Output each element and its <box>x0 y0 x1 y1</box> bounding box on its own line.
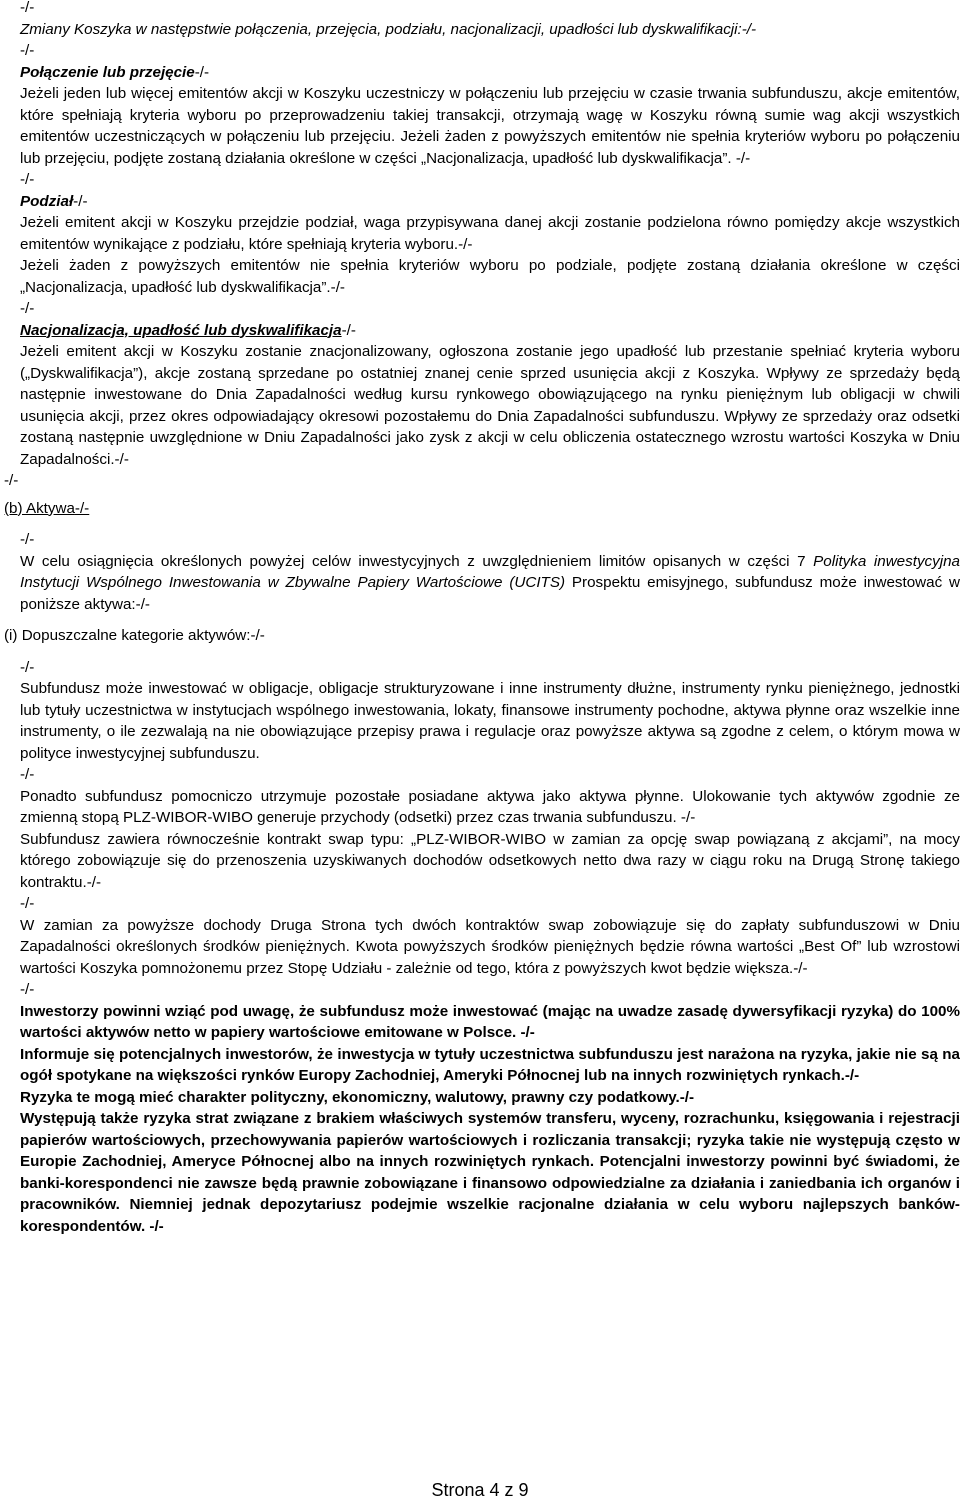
paragraph-bold: Inwestorzy powinni wziąć pod uwagę, że subfundusz może inwestować (mając na uwadze zasadę dywersyfikacji ryzyka) do 100% wartości aktywów netto w papiery wartościowe emitowane w Polsce. -/- <box>20 1002 960 1041</box>
subsection-heading-polaczenie <box>20 62 960 84</box>
separator: -/- <box>20 895 35 912</box>
separator: -/- <box>4 472 19 489</box>
heading-text: (b) Aktywa <box>4 499 75 517</box>
paragraph: Jeżeli emitent akcji w Koszyku przejdzie podział, waga przypisywana danej akcji zostanie podzielona równo pomiędzy akcje wszystkich emitentów wynikające z podziału, które spełniają kryteria wyboru.-/- <box>20 214 960 253</box>
document-body <box>4 0 960 1237</box>
separator: -/- <box>20 981 35 998</box>
separator: -/- <box>20 171 35 188</box>
paragraph: Jeżeli żaden z powyższych emitentów nie spełnia kryteriów wyboru po podziale, podjęte zostaną działania określone w części „Nacjonalizacja, upadłość lub dyskwalifikacja”.-/- <box>20 257 960 296</box>
paragraph: Subfundusz może inwestować w obligacje, obligacje strukturyzowane i inne instrumenty dłużne, instrumenty rynku pieniężnego, jednostki lub tytuły uczestnictwa w instytucjach wspólnego inwestowania, lokaty, finansowe instrumenty pochodne, aktywa płynne oraz wszelkie inne instrumenty, o ile zezwalają na nie obowiązujące przepisy prawa i regulacje oraz powyższe aktywa są zgodne z celem, o którym mowa w polityce inwestycyjnej subfunduszu. <box>20 680 960 762</box>
section-title: Zmiany Koszyka w następstwie połączenia, przejęcia, podziału, nacjonalizacji, upadłości lub dyskwalifikacji:-/- <box>20 20 757 38</box>
separator: -/- <box>20 658 35 676</box>
heading-separator: -/- <box>74 499 90 517</box>
separator: -/- <box>20 300 35 317</box>
subsection-heading-podzial <box>20 191 960 213</box>
paragraph: W celu osiągnięcia określonych powyżej celów inwestycyjnych z uwzględnieniem limitów opisanych w części 7 Polityka inwestycyjna Instytucji Wspólnego Inwestowania w Zbywalne Papiery Wartościowe (UCITS) Prospektu emisyjnego, subfundusz może inwestować w poniższe aktywa:-/- <box>20 552 960 613</box>
paragraph: Jeżeli jeden lub więcej emitentów akcji w Koszyku uczestniczy w połączeniu lub przejęciu w czasie trwania subfunduszu, akcje emitentów, które spełniają kryteria wyboru po przeprowadzeniu takiej transakcji, otrzymają wagę w Koszyku równą sumie wag akcji wszystkich emitentów uczestniczących w połączeniu lub przejęciu. Jeżeli żaden z powyższych emitentów nie spełnia kryteriów wyboru po połączeniu lub przejęciu, podjęte zostaną działania określone w części „Nacjonalizacja, upadłość lub dyskwalifikacja”. -/- <box>20 85 960 167</box>
paragraph: Subfundusz zawiera równocześnie kontrakt swap typu: „PLZ-WIBOR-WIBO w zamian za opcję swap powiązaną z akcjami”, na mocy którego zobowiązuje się do przenoszenia uzyskiwanych dochodów odsetkowych netto dwa razy w ciągu roku na Drugą Stronę takiego kontraktu.-/- <box>20 830 960 891</box>
separator: -/- <box>20 531 35 548</box>
paragraph-bold: Występują także ryzyka strat związane z brakiem właściwych systemów transferu, wyceny, rozrachunku, księgowania i rejestracji papierów wartościowych, przechowywania papierów wartościowych i rozliczania transakcji; ryzyka takie nie występują często w Europie Zachodniej, Ameryce Północnej albo na innych rozwiniętych rynkach. Potencjalni inwestorzy powinni być świadomi, że banki-korespondenci nie zawsze będą prawnie zobowiązane i finansowo odpowiedzialne za działania i zaniedbania ich organów i pracowników. Niemniej jednak depozytariusz podejmie wszelkie racjonalne działania w celu wyboru najlepszych banków-korespondentów. -/- <box>20 1110 960 1235</box>
subsection-heading-nacjonalizacja <box>20 320 960 342</box>
subsection-heading-aktywa <box>4 498 944 520</box>
heading-separator: -/- <box>73 192 88 210</box>
heading-text: Nacjonalizacja, upadłość lub dyskwalifikacja <box>20 321 342 339</box>
heading-text: Połączenie lub przejęcie <box>20 63 195 81</box>
separator: -/- <box>20 766 35 783</box>
paragraph-bold: Ryzyka te mogą mieć charakter polityczny, ekonomiczny, walutowy, prawny czy podatkowy.-/- <box>20 1088 695 1106</box>
paragraph: Jeżeli emitent akcji w Koszyku zostanie znacjonalizowany, ogłoszona zostanie jego upadłość lub przestanie spełniać kryteria wyboru („Dyskwalifikacja”), akcje zostaną sprzedane po ostatniej znanej cenie sprzed usunięcia akcji z Koszyka. Wpływy ze sprzedaży będą następnie inwestowane do Dnia Zapadalności według kursu rynkowego obowiązującego na rynku pieniężnym lub obligacji w chwili usunięcia akcji, przez okres odpowiadający okresowi pozostałemu do Dnia Zapadalności subfunduszu. Wpływy ze sprzedaży oraz odsetki zostaną następnie uwzględnione w Dniu Zapadalności jako zysk z akcji w celu obliczenia ostatecznego wzrostu wartości Koszyka w Dniu Zapadalności.-/- <box>20 343 960 468</box>
heading-text: Podział <box>20 192 74 210</box>
page-number: Strona 4 z 9 <box>431 1480 529 1500</box>
separator: -/- <box>20 0 35 16</box>
paragraph: W zamian za powyższe dochody Druga Strona tych dwóch kontraktów swap zobowiązuje się do zapłaty subfunduszowi w Dniu Zapadalności określonych środków pieniężnych. Kwota powyższych środków pieniężnych będzie równa wartości „Best Of” lub wzrostowi wartości Koszyka pomnożonemu przez Stopę Udziału - zależnie od tego, która z powyższych kwot będzie większa.-/- <box>20 916 960 977</box>
paragraph: Ponadto subfundusz pomocniczo utrzymuje pozostałe posiadane aktywa jako aktywa płynne. Ulokowanie tych aktywów zgodnie ze zmienną stopą PLZ-WIBOR-WIBO generuje przychody (odsetki) przez czas trwania subfunduszu. -/- <box>20 787 960 826</box>
heading-separator: -/- <box>341 321 356 339</box>
heading-separator: -/- <box>194 63 210 81</box>
paragraph-bold: Informuje się potencjalnych inwestorów, że inwestycja w tytuły uczestnictwa subfunduszu jest narażona na ryzyka, jakie nie są na ogół spotykane na większości rynków Europy Zachodniej, Ameryki Północnej lub na innych rozwiniętych rynkach.-/- <box>20 1045 960 1084</box>
subsection-heading-dopuszczalne: (i) Dopuszczalne kategorie aktywów:-/- <box>4 627 265 644</box>
separator: -/- <box>20 42 35 59</box>
